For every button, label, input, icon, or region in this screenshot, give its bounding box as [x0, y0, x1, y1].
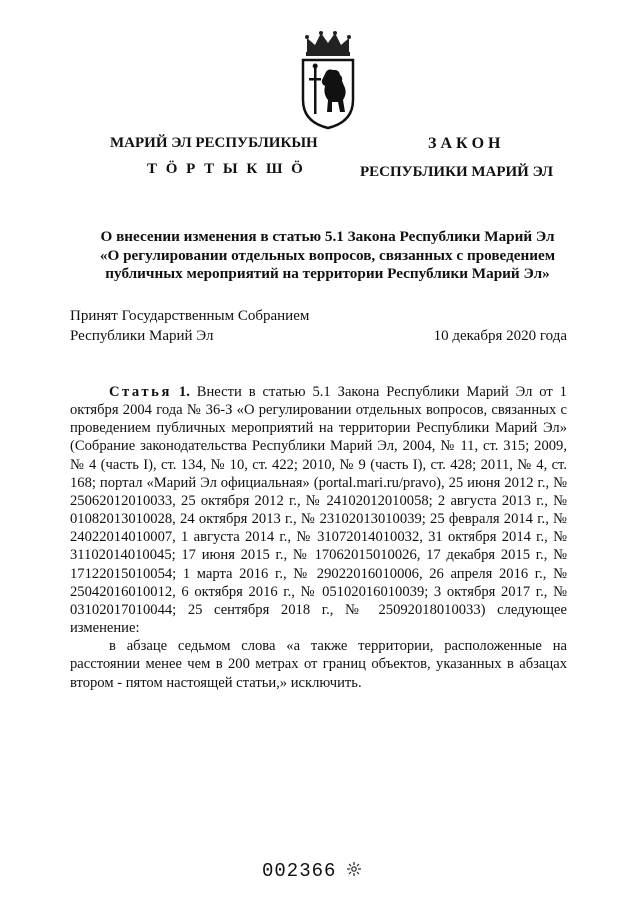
adopted-date: 10 декабря 2020 года [433, 328, 567, 344]
article-paragraph: в абзаце седьмом слова «а также территории, расположенные на расстоянии менее чем в 200 метрах от границ объектов, указанных в абзацах втором - пятом настоящей статьи,» исключить. [70, 638, 567, 691]
title-line: публичных мероприятий на территории Республики Марий Эл» [105, 265, 550, 283]
article-number: 1. [178, 384, 190, 400]
header-left-line1: МАРИЙ ЭЛ РЕСПУБЛИКЫН [110, 135, 318, 151]
adopted-line: Республики Марий Эл [70, 328, 214, 344]
serial-number: 002366 [262, 860, 337, 882]
ornament-mark-icon [346, 861, 362, 877]
title-line: «О регулировании отдельных вопросов, связанных с проведением [99, 246, 556, 264]
article-text: Внести в статью 5.1 Закона Республики Марий Эл от 1 октября 2004 года № 36-З «О регулировании отдельных вопросов, связанных с проведением публичных мероприятий на территории Республики Марий Эл» (Собрание законодательства Республики Марий Эл, 2004, № 11, ст. 315; 2009, № 4 (часть I), ст. 134, № 10, ст. 422; 2010, № 9 (часть I), ст. 428; 2011, № 4, ст. 168; портал «Марий Эл официальная» (portal.mari.ru/pravo), 25 июня 2012 г., № 25062012010033, 25 октября 2012 г., № 24102012010058; 2 августа 2013 г., № 01082013010028, 24 октября 2013 г., № 23102013010039; 25 февраля 2014 г., № 24022014010007, 1 августа 2014 г., № 31072014010032, 31 октября 2014 г., № 31102014010045; 17 июня 2015 г., № 17062015010026, 17 декабря 2015 г., № 17122015010054; 1 марта 2016 г., № 29022016010006, 26 апреля 2016 г., № 25042016010012, 6 октября 2016 г., № 05102016010039; 3 октября 2017 г., № 03102017010044; 25 сентября 2018 г., № 25092018010033) следующее изменение: [70, 384, 567, 637]
header-left-line2: Т Ö Р Т Ы К Ш Ö [147, 161, 306, 177]
article-body [70, 383, 567, 692]
document-title [60, 228, 595, 284]
mari-el-coat-of-arms-icon [297, 30, 359, 130]
article-paragraph [70, 383, 567, 637]
adopted-by [70, 306, 309, 346]
title-line: О внесении изменения в статью 5.1 Закона Республики Марий Эл [100, 228, 555, 245]
header-right-line2: РЕСПУБЛИКИ МАРИЙ ЭЛ [360, 164, 554, 180]
header-right-line1: З А К О Н [428, 135, 501, 152]
article-label: Статья [109, 384, 172, 400]
adopted-line: Принят Государственным Собранием [70, 308, 310, 324]
